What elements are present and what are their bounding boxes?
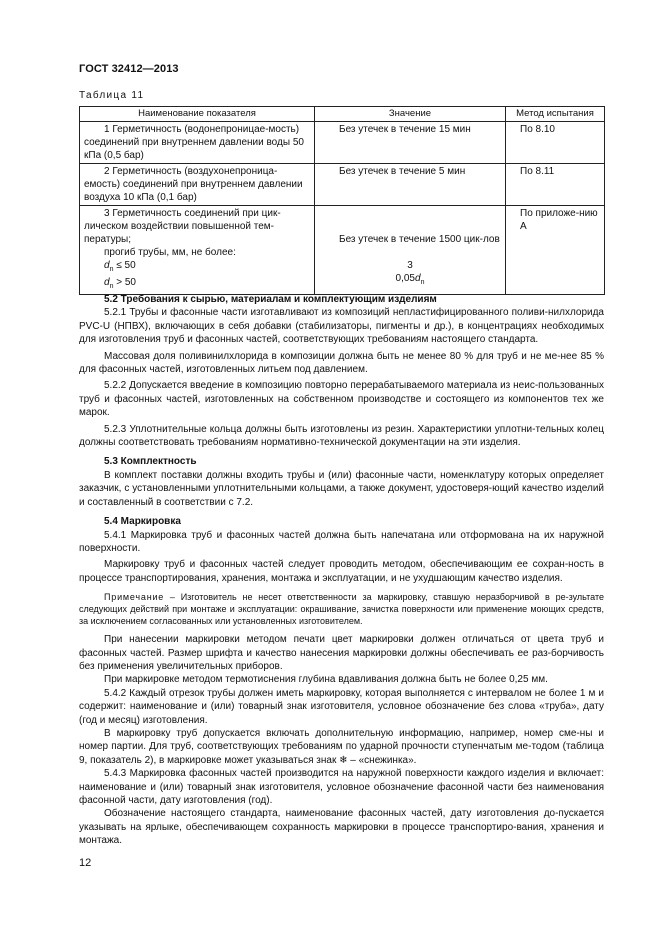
section-heading: 5.2 Требования к сырью, материалам и комплектующим изделиям [104, 294, 437, 305]
value-var: d [415, 273, 421, 284]
deflection-value-1: 3 [407, 260, 413, 271]
paragraph: Маркировку труб и фасонных частей следует проводить методом, обеспечивающим ее сохран-ность в процессе транспортирования, хранения, монтажа и эксплуатации, и не ухудшающим качество изделия. [79, 559, 604, 584]
condition-sub: n [109, 283, 114, 290]
indicator-name: 3 Герметичность соединений при цик-лическом воздействии повышенной тем-пературы; [84, 208, 281, 245]
indicator-name: 1 Герметичность (водонепроницае-мость) соединений при внутреннем давлении воды 50 кПа (0,5 бар) [84, 124, 304, 161]
section-heading: 5.3 Комплектность [104, 456, 197, 468]
column-header: Наименование показателя [80, 107, 315, 122]
value-sub: n [420, 279, 425, 286]
page-number: 12 [79, 857, 92, 869]
indicator-subname: прогиб трубы, мм, не более: [104, 247, 236, 258]
table-cell [506, 206, 605, 295]
test-method: По приложе-нию А [520, 208, 598, 232]
indicator-value: Без утечек в течение 15 мин [339, 124, 471, 135]
condition-var: d [104, 260, 110, 271]
table-row [80, 122, 605, 164]
table-11 [79, 106, 605, 295]
condition-sub: n [109, 266, 114, 273]
standard-header: ГОСТ 32412—2013 [79, 63, 179, 75]
paragraph: 5.4.3 Маркировка фасонных частей производится на наружной поверхности каждого изделия и включает: наименование и (или) товарный знак изготовителя, условное обозначение фасонной части без наименования фасонной части, дату изготовления (год). [79, 768, 604, 806]
paragraph: В комплект поставки должны входить трубы и (или) фасонные части, номенклатуру которых определяет заказчик, с установленными уплотнительными кольцами, а также документ, удостоверя-ющий качество изделий и составленный в соответствии с 7.2. [79, 469, 604, 508]
paragraph: 5.2.2 Допускается введение в композицию повторно перерабатываемого материала из неис-пользованных труб и фасонных частей, изготовленных на собственном производстве и состоящего из компонентов тех же марок. [79, 380, 604, 419]
table-cell [315, 206, 506, 295]
paragraph: 5.4.2 Каждый отрезок трубы должен иметь маркировку, которая выполняется с интервалом не более 1 м и содержит: наименование и (или) товарный знак изготовителя, условное обозначение без слова «труба», дату (год и месяц) изготовления. [79, 687, 604, 726]
table-row [80, 164, 605, 206]
table-caption: Таблица 11 [79, 90, 145, 101]
paragraph: 5.2.3 Уплотнительные кольца должны быть изготовлены из резин. Характеристики уплотни-тельных колец должны соответствовать требованиям нормативно-технической документации на эти изделия. [79, 423, 604, 449]
paragraph: При нанесении маркировки методом печати цвет маркировки должен отличаться от цвета труб и фасонных частей. Размер шрифта и качество нанесения маркировки должны обеспечивать ее раз-борчивость без применения увеличительных приборов. [79, 634, 604, 672]
condition-2 [84, 276, 310, 293]
table-header-row [80, 107, 605, 122]
condition-var: d [104, 277, 110, 288]
note [79, 591, 604, 627]
note-text: – Изготовитель не несет ответственности за маркировку, ставшую неразборчивой в ре-зультате следующих действий при монтаже и эксплуатации: окрашивание, зачистка поверхности или применение моющих средств, за исключением согласованных или установленных изготовителем. [79, 592, 604, 627]
table-cell [506, 164, 605, 206]
test-method: По 8.11 [520, 166, 555, 177]
condition-rest: > 50 [113, 277, 136, 288]
deflection-value-2 [319, 272, 501, 289]
column-header: Метод испытания [506, 107, 605, 122]
paragraph: Обозначение настоящего стандарта, наименование фасонных частей, дату изготовления до-пускается указывать на ярлыке, обеспечивающем сохранность маркировки в процессе транспортиро-вания, хранения и монтажа. [79, 808, 604, 847]
section-heading: 5.4 Маркировка [104, 516, 181, 528]
document-body [79, 293, 604, 848]
condition-rest: ≤ 50 [113, 260, 136, 271]
paragraph: 5.4.1 Маркировка труб и фасонных частей должна быть напечатана или отформована на их наружной поверхности. [79, 529, 604, 554]
table-cell [80, 164, 315, 206]
value-num: 0,05 [395, 273, 415, 284]
column-header: Значение [315, 107, 506, 122]
table-cell [315, 122, 506, 164]
paragraph: В маркировку труб допускается включать дополнительную информацию, например, номер сме-ны и номер партии. Для труб, соответствующих требованиям по ударной прочности ступенчатым ме-тодом (таблица 9, показатель 2), в маркировке может указываться знак ❄ – «снежинка». [79, 727, 604, 766]
note-label: Примечание [104, 592, 165, 603]
test-method: По 8.10 [520, 124, 555, 135]
indicator-value: Без утечек в течение 1500 цик-лов [339, 234, 500, 245]
indicator-value: Без утечек в течение 5 мин [339, 166, 466, 177]
indicator-name: 2 Герметичность (воздухонепроница-емость) соединений при внутреннем давлении воздуха 10 кПа (0,1 бар) [84, 166, 303, 203]
table-cell [80, 122, 315, 164]
table-row [80, 206, 605, 295]
paragraph: 5.2.1 Трубы и фасонные части изготавливают из композиций непластифицированного поливи-нилхлорида PVC-U (НПВХ), включающих в себя добавки (стабилизаторы, пигменты и др.), в концентрациях необходимых для изготовления труб и фасонных частей, соответствующих требованиям настоящего стандарта. [79, 307, 604, 346]
table-cell [315, 164, 506, 206]
paragraph: Массовая доля поливинилхлорида в композиции должна быть не менее 80 % для труб и не ме-нее 85 % для фасонных частей, изготовленных литьем под давлением. [79, 350, 604, 376]
condition-1 [84, 259, 310, 276]
table-cell [80, 206, 315, 295]
paragraph: При маркировке методом термотиснения глубина вдавливания должна быть не более 0,25 мм. [104, 674, 548, 686]
table-cell [506, 122, 605, 164]
